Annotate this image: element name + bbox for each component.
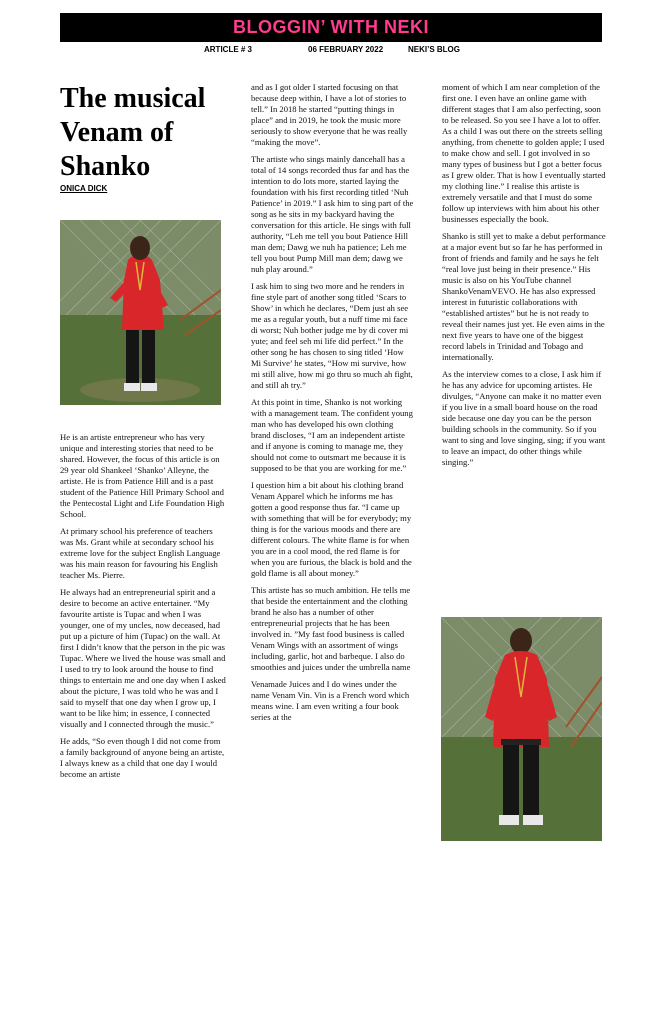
paragraph: Venamade Juices and I do wines under the name Venam Vin. Vin is a French word which means wine. I am even writing a four book series at the — [251, 679, 410, 722]
column-3 — [442, 82, 607, 474]
paragraph: At primary school his preference of teachers was Ms. Grant while at secondary school his extreme love for the subject English Language was his main reason for favouring his English teacher Ms. Pierre. — [60, 526, 221, 580]
article-date: 06 FEBRUARY 2022 — [308, 45, 384, 54]
paragraph: Shanko is still yet to make a debut performance at a major event but so far he has performed in front of friends and family and he says he felt “real love just being in their presence.” His music is also on his YouTube channel ShankoVenamVEVO. He has also expressed interest in futuristic collaborations with “established artistes” but he is not ready to reveal their names just yet. He even aims in the next five years to have one of the biggest record labels in Trinidad and Tobago and internationally. — [442, 231, 606, 362]
artist-photo-top — [60, 220, 221, 405]
blog-name: BLOGGIN’ WITH NEKI — [233, 17, 429, 37]
paragraph: and as I got older I started focusing on that because deep within, I have a lot of stories to tell.” In 2018 he started “putting things in place” and in 2019, he took the music more seriously to show everyone that he was really “making the move”. — [251, 82, 408, 147]
paragraph: As the interview comes to a close, I ask him if he has any advice for upcoming artistes. He divulges, “Anyone can make it no matter even if you live in a small board house on the road side because one day you can be the person building schools in the community. So if you want to sing and love singing, sing; if you want to leave an impact, do other things while singing.” — [442, 369, 606, 467]
paragraph: I question him a bit about his clothing brand Venam Apparel which he informs me has gotten a good response thus far. “I came up with something that will be for everybody; my thing is for the various moods and there are different colours. The white flame is for when you are in a cool mood, the red flame is for when you are furious, the black is bold and the gold flame is all about money.” — [251, 480, 412, 578]
blog-label: NEKI’S BLOG — [408, 45, 461, 54]
paragraph: moment of which I am near completion of the first one. I even have an online game with different stages that I am also perfecting, soon to be released. So you see I have a lot to offer. As a child I was out there on the streets selling anything, from chenette to golden apple; I used to make chow and sell. I got involved in so many types of business but I got a better focus as I grew older. That is how I eventually started my clothing line.” I realise this artiste is extremely versatile and that I must do some follow up interviews with him about his other businesses especially the book. — [442, 82, 606, 224]
blog-banner — [60, 13, 602, 42]
column-2 — [251, 82, 414, 729]
paragraph: He is an artiste entrepreneur who has very unique and interesting stories that need to be shared. However, the focus of this article is on 29 year old Shankeel ‘Shanko’ Alleyne, the artiste. He is from Patience Hill and is a past student of the Patience Hill Primary School and the Pentecostal Light and Life Foundation High School. — [60, 432, 225, 519]
article-title: The musical Venam of Shanko — [60, 83, 206, 182]
paragraph: I ask him to sing two more and he renders in fine style part of another song titled ‘Scars to Show’ in which he declares, “Dem just ah see me as a regular youth, but a nuff time mi face di worst; Nuh bother judge me by di cover mi yute; and feel seh mi life did perfect.” In the other song he has chosen to sing titled ‘How Mi Survive’ he states, “How mi survive, how mi still alive, how mi go thru so much ah fight, and still ah try.” — [251, 281, 413, 390]
paragraph: This artiste has so much ambition. He tells me that beside the entertainment and the clothing brand he also has a number of other entrepreneurial projects that he has been involved in. ”My fast food business is called Venam Wings with an assortment of wings including, garlic, hot and barbeque. I also do smoothies and juices under the umbrella name — [251, 585, 411, 672]
paragraph: He always had an entrepreneurial spirit and a desire to become an active entertainer. “My favourite artiste is Tupac and when I was younger, one of my uncles, now deceased, had put up a picture of him (Tupac) on the wall. At first I didn’t know that the person in the pic was Tupac. Where we lived the house was small and I used to try to look around the house to find things to entertain me and one day when I asked about the picture, I was told who he was and I said to myself that one day when I grow up, I want to be like him; in essence, I connected visually and I connected through the music.” — [60, 587, 226, 729]
paragraph: He adds, “So even though I did not come from a family background of anyone being an artiste, I always knew as a child that one day I would become an artiste — [60, 736, 225, 779]
author-byline: ONICA DICK — [60, 184, 108, 193]
article-number: ARTICLE # 3 — [204, 45, 253, 54]
artist-photo-bottom — [441, 617, 602, 841]
paragraph: At this point in time, Shanko is not working with a management team. The confident young man who has developed his own clothing brand discloses, “I am an independent artiste and if anyone is coming to manage me, they should not come to outsmart me because it is supposed to be that you are working for me.” — [251, 397, 413, 473]
paragraph: The artiste who sings mainly dancehall has a total of 14 songs recorded thus far and has the intention to do lots more, started laying the foundation with his first recording titled ‘Nuh Patience’ in 2019.” I ask him to sing part of the song as he sits in my backyard having the conversation for this article. He sings with full authority, “Leh me tell you bout Patience Hill man dem; Dawg we nuh ha patience; Leh me tell you bout Pump Mill man dem; dawg we nuh play around.” — [251, 154, 414, 274]
column-1 — [60, 432, 226, 786]
